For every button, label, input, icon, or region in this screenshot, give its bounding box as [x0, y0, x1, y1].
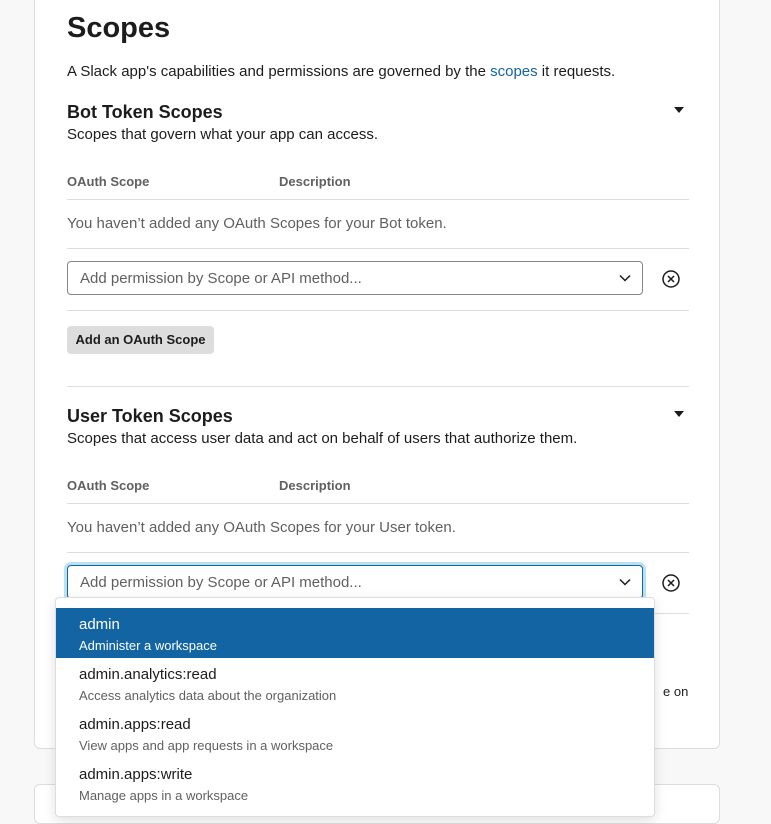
scope-dropdown-menu: [55, 597, 655, 817]
bot-section-description: Scopes that govern what your app can access.: [67, 126, 379, 143]
bot-scope-select-placeholder: Add permission by Scope or API method...: [80, 270, 362, 287]
user-section-title: User Token Scopes: [67, 406, 233, 426]
partially-hidden-text: e on: [663, 684, 689, 699]
scope-option-name: admin.apps:write: [79, 766, 193, 783]
scope-option-description: Administer a workspace: [79, 638, 217, 653]
divider: [67, 310, 689, 311]
user-section-caret-down-icon[interactable]: [674, 411, 684, 417]
scope-option-admin[interactable]: [56, 608, 654, 658]
chevron-down-icon: [618, 575, 632, 589]
scope-option-description: Access analytics data about the organization: [79, 688, 337, 703]
scope-option-admin-apps-write[interactable]: [56, 758, 654, 808]
bot-section-title: Bot Token Scopes: [67, 102, 223, 122]
scopes-link[interactable]: scopes: [490, 63, 538, 80]
scope-option-admin-analytics-read[interactable]: [56, 658, 654, 708]
user-col-oauth-scope: OAuth Scope: [67, 478, 150, 493]
section-divider: [67, 386, 689, 387]
user-scope-select-placeholder: Add permission by Scope or API method...: [80, 574, 362, 591]
scope-option-name: admin.apps:read: [79, 716, 191, 733]
user-col-description: Description: [279, 478, 351, 493]
user-empty-message: You haven’t added any OAuth Scopes for your User token.: [67, 519, 456, 536]
close-circle-icon[interactable]: [661, 573, 681, 593]
bot-empty-message: You haven’t added any OAuth Scopes for your Bot token.: [67, 215, 447, 232]
scope-option-description: Manage apps in a workspace: [79, 788, 249, 803]
scope-option-name: admin.analytics:read: [79, 666, 217, 683]
page-title: Scopes: [67, 12, 171, 44]
intro-text-before: A Slack app's capabilities and permissions are governed by the: [67, 63, 491, 80]
divider: [67, 503, 689, 504]
bot-section-caret-down-icon[interactable]: [674, 107, 684, 113]
intro-text-after: it requests.: [537, 63, 616, 80]
divider: [67, 199, 689, 200]
bot-scope-select[interactable]: [67, 261, 643, 295]
scope-option-name: admin: [79, 616, 120, 633]
chevron-down-icon: [618, 271, 632, 285]
user-scope-select[interactable]: [67, 565, 643, 599]
user-section-description: Scopes that access user data and act on behalf of users that authorize them.: [67, 430, 578, 447]
close-circle-icon[interactable]: [661, 269, 681, 289]
scope-option-admin-apps-read[interactable]: [56, 708, 654, 758]
add-oauth-scope-button[interactable]: Add an OAuth Scope: [67, 326, 214, 354]
divider: [67, 248, 689, 249]
bot-col-description: Description: [279, 174, 351, 189]
divider: [67, 552, 689, 553]
scope-option-description: View apps and app requests in a workspace: [79, 738, 334, 753]
bot-col-oauth-scope: OAuth Scope: [67, 174, 150, 189]
scopes-intro: [67, 62, 615, 82]
